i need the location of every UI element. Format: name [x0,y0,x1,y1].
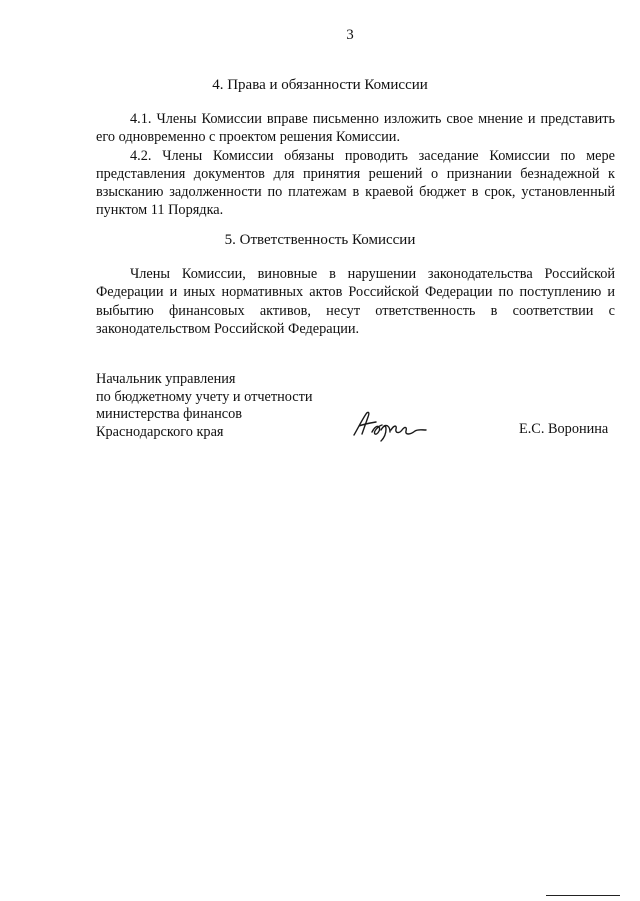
page-number: 3 [346,27,354,43]
position-line: по бюджетному учету и отчетности [96,388,313,405]
signatory-position [96,371,313,441]
paragraph-4-1: 4.1. Члены Комиссии вправе письменно изложить свое мнение и представить его одновременно с проектом решения Комиссии. [96,111,615,146]
signer-name: Е.С. Воронина [519,421,609,437]
paragraph-4-2: 4.2. Члены Комиссии обязаны проводить заседание Комиссии по мере представления документов для принятия решений о признании безнадежной к взысканию задолженности по платежам в краевой бюджет в срок, установленный пунктом 11 Порядка. [96,147,615,219]
section-5-body [96,265,615,338]
position-line: Краснодарского края [96,423,224,440]
footer-divider [546,895,620,896]
handwritten-signature [350,408,430,444]
section-4-body [96,110,615,220]
section-5-heading: 5. Ответственность Комиссии [224,232,416,248]
paragraph-5: Члены Комиссии, виновные в нарушении законодательства Российской Федерации и иных нормативных актов Российской Федерации по поступлению и выбытию финансовых активов, несут ответственность в соответствии с законодательством Российской Федерации. [96,266,615,337]
section-4-heading: 4. Права и обязанности Комиссии [212,77,428,93]
position-line: министерства финансов [96,406,242,422]
position-line: Начальник управления [96,371,236,387]
